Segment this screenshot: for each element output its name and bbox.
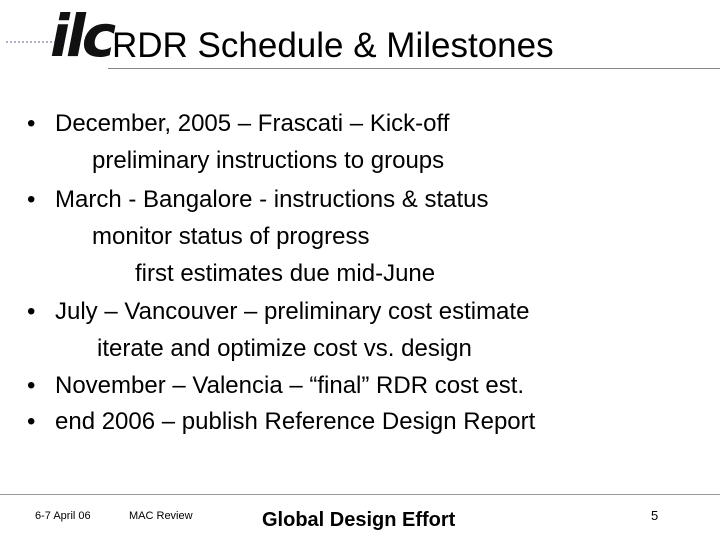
- bullet-dot: •: [27, 186, 36, 213]
- title-underline: [108, 68, 720, 69]
- bullet-dot: •: [27, 110, 36, 137]
- footer-organization: Global Design Effort: [262, 509, 456, 531]
- slide-title: RDR Schedule & Milestones: [112, 26, 554, 65]
- bullet-item: December, 2005 – Frascati – Kick-off: [55, 110, 450, 137]
- bullet-dot: •: [27, 298, 36, 325]
- sub-item: iterate and optimize cost vs. design: [97, 335, 472, 362]
- sub-item: first estimates due mid-June: [135, 260, 436, 287]
- footer-event: MAC Review: [129, 510, 193, 522]
- footer-divider: [0, 494, 720, 495]
- sub-item: monitor status of progress: [92, 223, 370, 250]
- bullet-item: end 2006 – publish Reference Design Report: [55, 408, 536, 435]
- page-number: 5: [651, 508, 659, 523]
- ilc-logo: ilc: [50, 2, 113, 70]
- bullet-dot: •: [27, 408, 36, 435]
- bullet-item: November – Valencia – “final” RDR cost est.: [55, 372, 525, 399]
- bullet-item: March - Bangalore - instructions & status: [55, 186, 489, 213]
- logo-dots: [6, 41, 56, 43]
- sub-item: preliminary instructions to groups: [92, 147, 445, 174]
- bullet-item: July – Vancouver – preliminary cost estimate: [55, 298, 530, 325]
- bullet-dot: •: [27, 372, 36, 399]
- footer-date: 6-7 April 06: [35, 510, 91, 522]
